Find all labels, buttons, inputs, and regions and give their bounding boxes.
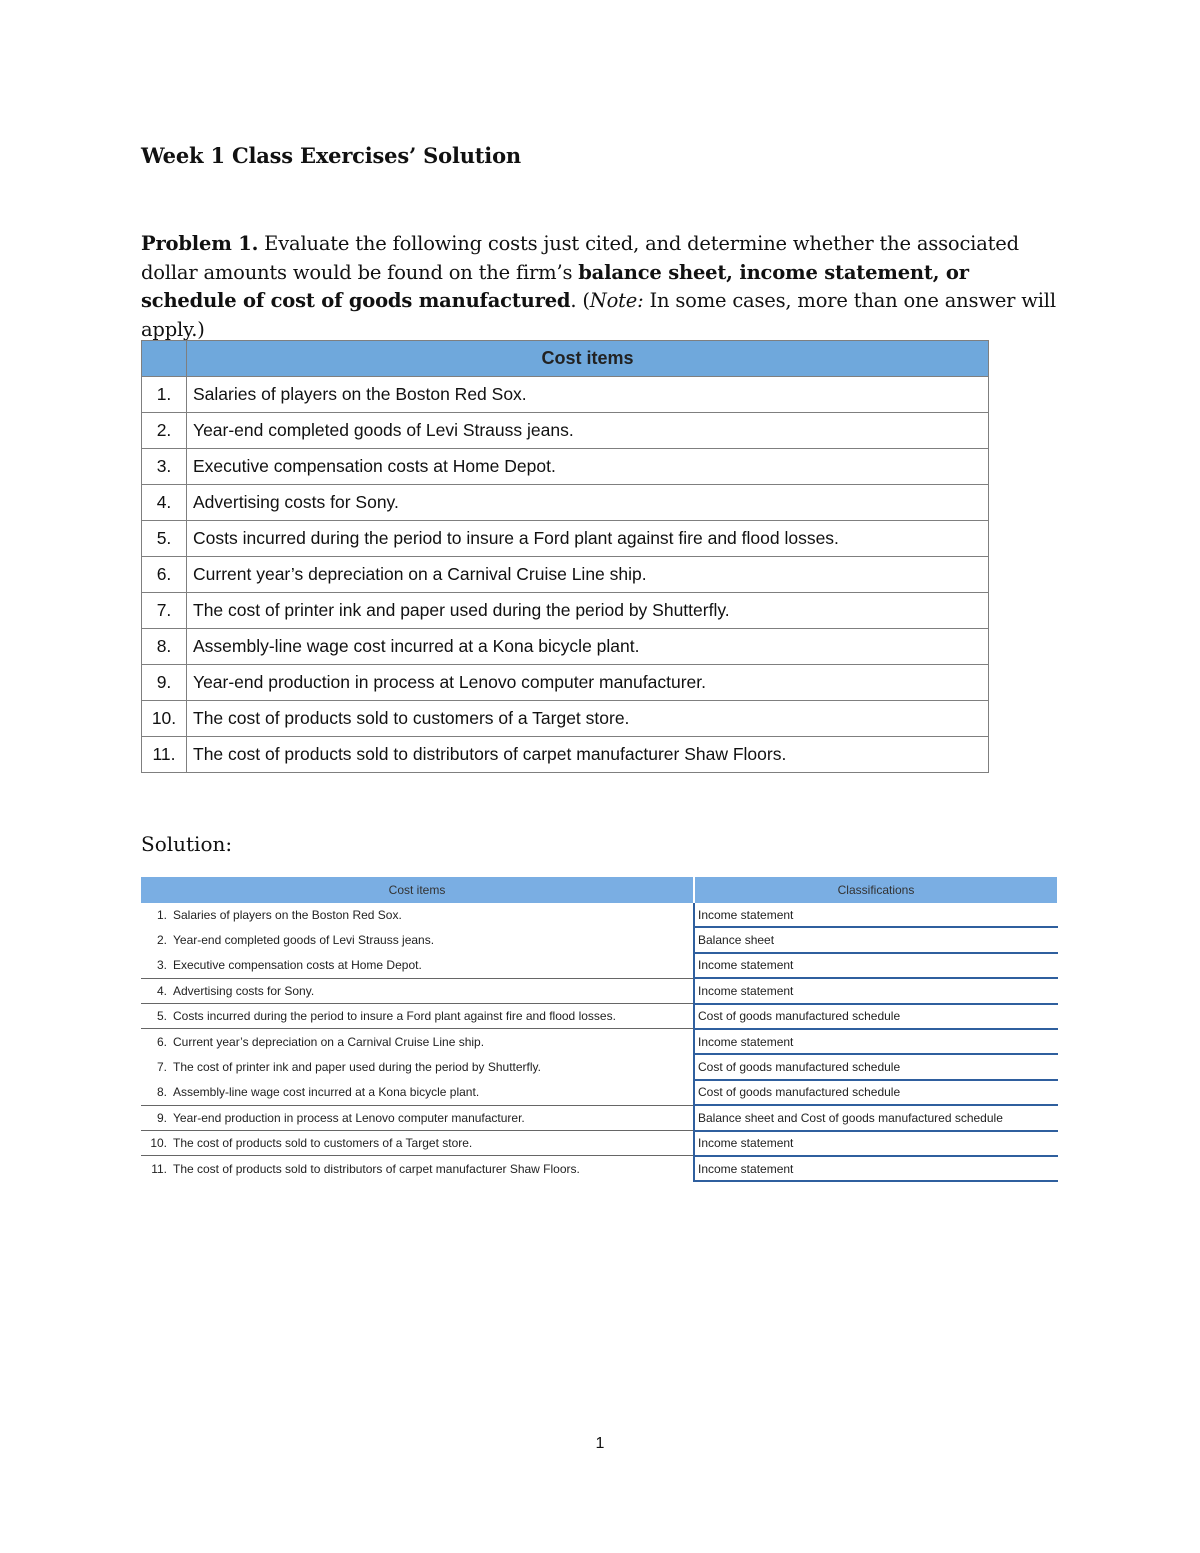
cost-item: The cost of products sold to customers of a Target store. — [187, 701, 989, 737]
row-number: 5. — [142, 521, 187, 557]
table-row — [141, 1054, 1058, 1079]
cost-item: Year-end completed goods of Levi Strauss jeans. — [173, 927, 694, 952]
table-row — [141, 927, 1058, 952]
classification: Balance sheet — [694, 927, 1058, 952]
table-row — [142, 737, 989, 773]
cost-table-num-header — [142, 341, 187, 377]
solution-items-header: Cost items — [141, 877, 694, 903]
solution-table — [141, 877, 1059, 1182]
classification: Income statement — [694, 953, 1058, 978]
row-number: 11. — [141, 1156, 173, 1181]
row-number: 4. — [141, 978, 173, 1003]
row-number: 6. — [141, 1029, 173, 1054]
cost-item: Current year’s depreciation on a Carnival Cruise Line ship. — [173, 1029, 694, 1054]
table-row — [141, 1131, 1058, 1156]
cost-item: The cost of printer ink and paper used during the period by Shutterfly. — [173, 1054, 694, 1079]
cost-item: Salaries of players on the Boston Red Sox. — [173, 903, 694, 927]
cost-item: The cost of printer ink and paper used during the period by Shutterfly. — [187, 593, 989, 629]
row-number: 8. — [156, 1085, 167, 1100]
table-row — [141, 978, 1058, 1003]
row-number: 5. — [141, 1004, 173, 1029]
cost-item: Assembly-line wage cost incurred at a Kona bicycle plant. — [187, 629, 989, 665]
classification: Income statement — [694, 1029, 1058, 1054]
cost-item: Executive compensation costs at Home Depot. — [187, 449, 989, 485]
cost-item: Year-end production in process at Lenovo computer manufacturer. — [187, 665, 989, 701]
cost-item: Year-end production in process at Lenovo computer manufacturer. — [173, 1105, 694, 1130]
row-number: 2. — [156, 933, 167, 948]
row-number: 3. — [142, 449, 187, 485]
row-number: 8. — [142, 629, 187, 665]
table-row — [142, 557, 989, 593]
solution-label: Solution: — [141, 832, 233, 856]
classification: Balance sheet and Cost of goods manufactured schedule — [694, 1105, 1058, 1130]
cost-table-header-row — [142, 341, 989, 377]
cost-item: Salaries of players on the Boston Red Sox. — [187, 377, 989, 413]
cost-items-table — [141, 340, 989, 773]
row-number: 3. — [156, 958, 167, 973]
cost-item: Advertising costs for Sony. — [187, 485, 989, 521]
table-row — [142, 485, 989, 521]
classification: Income statement — [694, 1156, 1058, 1181]
row-number: 2. — [142, 413, 187, 449]
cost-item: Costs incurred during the period to insure a Ford plant against fire and flood losses. — [187, 521, 989, 557]
problem-label: Problem 1. — [141, 232, 259, 255]
classification: Cost of goods manufactured schedule — [694, 1054, 1058, 1079]
row-number: 11. — [142, 737, 187, 773]
classification: Income statement — [694, 1131, 1058, 1156]
table-row — [141, 953, 1058, 978]
table-row — [141, 1080, 1058, 1105]
cost-item: Costs incurred during the period to insure a Ford plant against fire and flood losses. — [173, 1004, 694, 1029]
row-number: 9. — [142, 665, 187, 701]
cost-item: Year-end completed goods of Levi Strauss jeans. — [187, 413, 989, 449]
table-row — [142, 413, 989, 449]
table-row — [141, 1156, 1058, 1181]
table-row — [141, 1029, 1058, 1054]
table-row — [142, 377, 989, 413]
classification: Cost of goods manufactured schedule — [694, 1080, 1058, 1105]
table-row — [141, 1004, 1058, 1029]
solution-classifications-header: Classifications — [694, 877, 1058, 903]
note-label: Note: — [589, 289, 644, 312]
table-row — [141, 1105, 1058, 1130]
row-number: 10. — [142, 701, 187, 737]
cost-item: Current year’s depreciation on a Carnival Cruise Line ship. — [187, 557, 989, 593]
table-row — [142, 701, 989, 737]
row-number: 6. — [142, 557, 187, 593]
cost-item: The cost of products sold to distributors of carpet manufacturer Shaw Floors. — [187, 737, 989, 773]
problem-statement — [141, 230, 1061, 344]
cost-item: Assembly-line wage cost incurred at a Kona bicycle plant. — [173, 1080, 694, 1105]
classification: Income statement — [694, 978, 1058, 1003]
table-row — [142, 593, 989, 629]
document-title: Week 1 Class Exercises’ Solution — [141, 143, 521, 168]
row-number: 7. — [142, 593, 187, 629]
table-row — [142, 665, 989, 701]
cost-item: Advertising costs for Sony. — [173, 978, 694, 1003]
row-number: 1. — [156, 908, 167, 923]
cost-table-header: Cost items — [187, 341, 989, 377]
cost-item: The cost of products sold to customers of a Target store. — [173, 1131, 694, 1156]
cost-item: Executive compensation costs at Home Depot. — [173, 953, 694, 978]
row-number: 4. — [142, 485, 187, 521]
problem-bold-options: balance sheet, income statement, or schedule of cost of goods manufactured — [141, 260, 969, 312]
problem-text-a: Evaluate the following costs just cited, and determine whether the associated dollar amounts would be found on the firm’s — [141, 232, 1019, 284]
solution-header-row — [141, 877, 1058, 903]
row-number: 7. — [156, 1060, 167, 1075]
problem-text-d: In some cases, more than one answer will apply.) — [141, 289, 1056, 341]
table-row — [141, 903, 1058, 927]
table-row — [142, 449, 989, 485]
table-row — [142, 629, 989, 665]
problem-text-c: . ( — [570, 289, 590, 312]
classification: Cost of goods manufactured schedule — [694, 1004, 1058, 1029]
row-number: 1. — [142, 377, 187, 413]
page-number: 1 — [595, 1435, 605, 1452]
row-number: 10. — [141, 1131, 173, 1156]
table-row — [142, 521, 989, 557]
cost-item: The cost of products sold to distributors of carpet manufacturer Shaw Floors. — [173, 1156, 694, 1181]
classification: Income statement — [694, 903, 1058, 927]
row-number: 9. — [141, 1105, 173, 1130]
